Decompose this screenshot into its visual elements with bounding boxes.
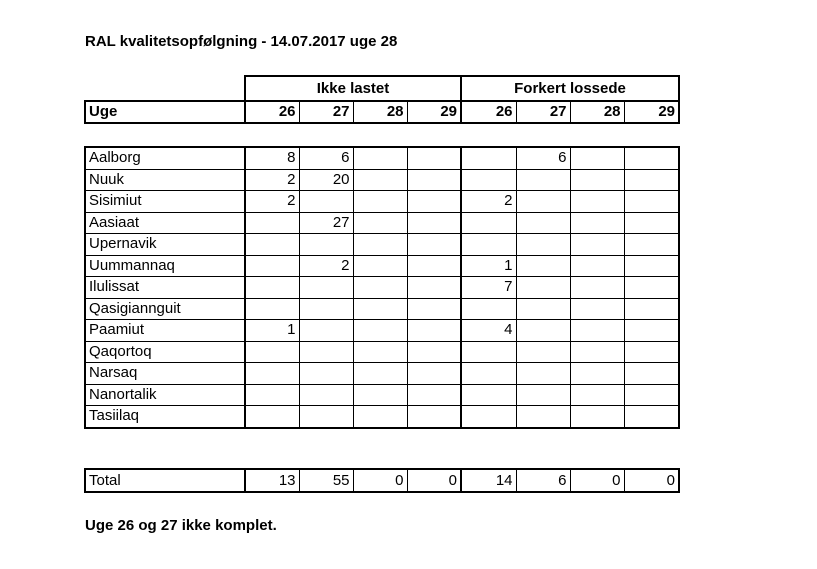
value-cell: [461, 341, 516, 363]
value-cell: [407, 298, 461, 320]
value-cell: [516, 277, 570, 299]
value-cell: [299, 363, 353, 385]
value-cell: [299, 191, 353, 213]
value-cell: [570, 212, 624, 234]
value-cell: [299, 277, 353, 299]
value-cell: [353, 341, 407, 363]
value-cell: 2: [245, 191, 299, 213]
value-cell: [299, 384, 353, 406]
total-row: [85, 469, 679, 492]
value-cell: 8: [245, 147, 299, 169]
total-cell: 55: [299, 469, 353, 492]
week-header-row: [85, 101, 679, 123]
value-cell: [245, 363, 299, 385]
value-cell: [245, 341, 299, 363]
table-row: [85, 406, 679, 428]
value-cell: [516, 298, 570, 320]
value-cell: [516, 234, 570, 256]
value-cell: [245, 406, 299, 428]
location-name: Aalborg: [85, 147, 245, 169]
value-cell: 1: [245, 320, 299, 342]
location-name: Ilulissat: [85, 277, 245, 299]
table-row: [85, 277, 679, 299]
value-cell: [407, 384, 461, 406]
value-cell: [516, 255, 570, 277]
week-header-cell: 27: [299, 101, 353, 123]
value-cell: [570, 191, 624, 213]
value-cell: [461, 212, 516, 234]
value-cell: [461, 169, 516, 191]
value-cell: [299, 406, 353, 428]
value-cell: [245, 384, 299, 406]
value-cell: [353, 169, 407, 191]
value-cell: [624, 298, 679, 320]
value-cell: [407, 212, 461, 234]
value-cell: [407, 147, 461, 169]
value-cell: [407, 341, 461, 363]
value-cell: 4: [461, 320, 516, 342]
location-name: Qasigiannguit: [85, 298, 245, 320]
total-cell: 0: [353, 469, 407, 492]
location-name: Nuuk: [85, 169, 245, 191]
total-cell: 6: [516, 469, 570, 492]
value-cell: [245, 212, 299, 234]
value-cell: 27: [299, 212, 353, 234]
location-name: Aasiaat: [85, 212, 245, 234]
value-cell: [570, 298, 624, 320]
value-cell: [461, 298, 516, 320]
value-cell: [624, 169, 679, 191]
value-cell: [353, 406, 407, 428]
value-cell: [570, 384, 624, 406]
value-cell: [570, 147, 624, 169]
value-cell: [461, 234, 516, 256]
total-cell: 0: [407, 469, 461, 492]
value-cell: [461, 406, 516, 428]
value-cell: [353, 147, 407, 169]
value-cell: [407, 234, 461, 256]
value-cell: [516, 169, 570, 191]
table-row: [85, 147, 679, 169]
value-cell: [624, 277, 679, 299]
value-cell: [245, 255, 299, 277]
total-table: [84, 468, 680, 493]
total-cell: 0: [570, 469, 624, 492]
value-cell: [624, 320, 679, 342]
value-cell: 2: [461, 191, 516, 213]
value-cell: [353, 384, 407, 406]
value-cell: [624, 212, 679, 234]
week-header-cell: 26: [461, 101, 516, 123]
value-cell: [407, 277, 461, 299]
location-name: Narsaq: [85, 363, 245, 385]
location-name: Sisimiut: [85, 191, 245, 213]
value-cell: [407, 406, 461, 428]
table-row: [85, 298, 679, 320]
value-cell: [516, 191, 570, 213]
value-cell: [407, 363, 461, 385]
value-cell: 1: [461, 255, 516, 277]
value-cell: [570, 320, 624, 342]
value-cell: [353, 277, 407, 299]
value-cell: 7: [461, 277, 516, 299]
value-cell: [299, 341, 353, 363]
table-row: [85, 320, 679, 342]
total-label: Total: [85, 469, 245, 492]
group-label: Forkert lossede: [514, 80, 626, 97]
value-cell: 20: [299, 169, 353, 191]
value-cell: [353, 212, 407, 234]
value-cell: [624, 255, 679, 277]
value-cell: [461, 384, 516, 406]
value-cell: [516, 320, 570, 342]
location-name: Paamiut: [85, 320, 245, 342]
week-header-cell: 29: [407, 101, 461, 123]
location-name: Nanortalik: [85, 384, 245, 406]
value-cell: [516, 363, 570, 385]
location-name: Upernavik: [85, 234, 245, 256]
group-label: Ikke lastet: [316, 80, 390, 97]
value-cell: [570, 277, 624, 299]
location-name: Qaqortoq: [85, 341, 245, 363]
group-header-forkert-lossede: [460, 75, 680, 102]
location-name: Tasiilaq: [85, 406, 245, 428]
value-cell: [516, 384, 570, 406]
value-cell: [624, 341, 679, 363]
table-row: [85, 384, 679, 406]
value-cell: [407, 169, 461, 191]
value-cell: [570, 255, 624, 277]
week-header-label: Uge: [85, 101, 245, 123]
value-cell: [570, 363, 624, 385]
value-cell: [353, 320, 407, 342]
value-cell: [516, 212, 570, 234]
location-table: [84, 146, 680, 429]
value-cell: 2: [245, 169, 299, 191]
value-cell: [624, 234, 679, 256]
value-cell: [624, 191, 679, 213]
value-cell: [353, 191, 407, 213]
week-header-cell: 28: [570, 101, 624, 123]
value-cell: 2: [299, 255, 353, 277]
week-header-cell: 27: [516, 101, 570, 123]
value-cell: [570, 406, 624, 428]
value-cell: [624, 147, 679, 169]
table-row: [85, 169, 679, 191]
value-cell: [624, 406, 679, 428]
location-name: Uummannaq: [85, 255, 245, 277]
table-row: [85, 212, 679, 234]
value-cell: [299, 298, 353, 320]
value-cell: [570, 234, 624, 256]
value-cell: [407, 255, 461, 277]
table-row: [85, 341, 679, 363]
value-cell: [353, 234, 407, 256]
week-header-table: [84, 100, 680, 124]
report-title: RAL kvalitetsopfølgning - 14.07.2017 uge 28: [85, 33, 398, 50]
total-cell: 0: [624, 469, 679, 492]
value-cell: [245, 277, 299, 299]
value-cell: [461, 363, 516, 385]
table-row: [85, 234, 679, 256]
value-cell: 6: [299, 147, 353, 169]
footnote: Uge 26 og 27 ikke komplet.: [85, 517, 277, 534]
value-cell: [353, 363, 407, 385]
value-cell: [624, 384, 679, 406]
table-row: [85, 255, 679, 277]
value-cell: [245, 234, 299, 256]
table-row: [85, 191, 679, 213]
value-cell: [245, 298, 299, 320]
value-cell: [353, 255, 407, 277]
value-cell: [299, 320, 353, 342]
group-header-ikke-lastet: [244, 75, 462, 102]
value-cell: [624, 363, 679, 385]
table-row: [85, 363, 679, 385]
week-header-cell: 26: [245, 101, 299, 123]
value-cell: [570, 169, 624, 191]
week-header-cell: 28: [353, 101, 407, 123]
total-cell: 13: [245, 469, 299, 492]
value-cell: [353, 298, 407, 320]
value-cell: [407, 320, 461, 342]
value-cell: [516, 341, 570, 363]
value-cell: [461, 147, 516, 169]
value-cell: [516, 406, 570, 428]
value-cell: [299, 234, 353, 256]
value-cell: 6: [516, 147, 570, 169]
value-cell: [570, 341, 624, 363]
total-cell: 14: [461, 469, 516, 492]
value-cell: [407, 191, 461, 213]
week-header-cell: 29: [624, 101, 679, 123]
